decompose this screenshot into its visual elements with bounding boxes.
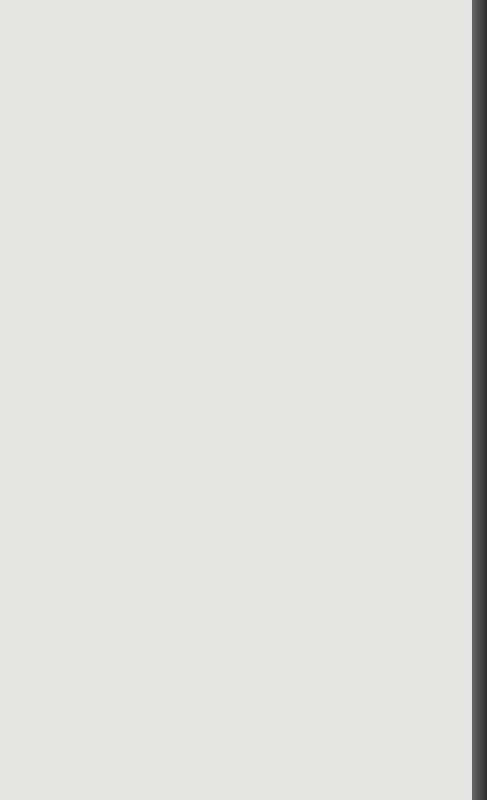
running-head [20, 37, 416, 55]
book-spine-edge [472, 0, 487, 800]
